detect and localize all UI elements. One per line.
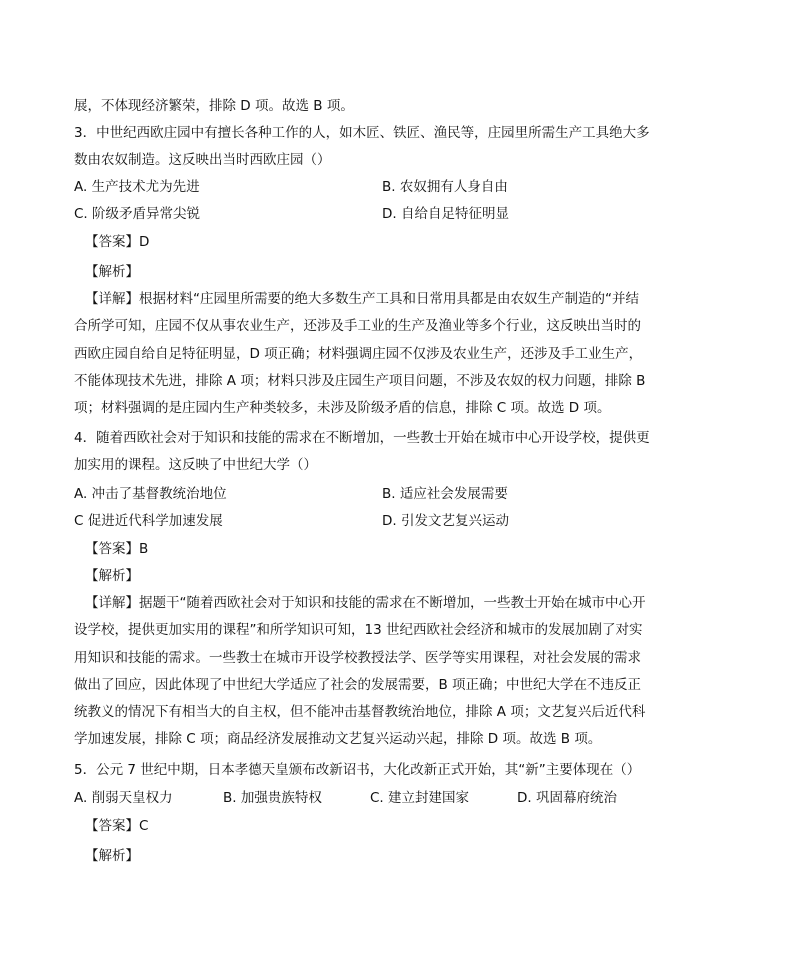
question-3-explanation-line-1: 【详解】根据材料“庄园里所需要的绝大多数生产工具和日常用具都是由农奴生产制造的“并结: [85, 291, 639, 307]
question-3-option-a: A. 生产技术尤为先进: [74, 179, 200, 195]
question-5-option-b: B. 加强贵族特权: [223, 790, 322, 806]
question-5-option-a: A. 削弱天皇权力: [74, 790, 173, 806]
question-3-analysis-heading: 【解析】: [85, 264, 139, 280]
question-4-analysis-heading: 【解析】: [85, 568, 139, 584]
question-5-option-c: C. 建立封建国家: [370, 790, 470, 806]
question-4-stem-line-1: 4．随着西欧社会对于知识和技能的需求在不断增加，一些教士开始在城市中心开设学校，提供更: [74, 430, 650, 446]
question-5-option-d: D. 巩固幕府统治: [517, 790, 617, 806]
question-3-explanation-line-3: 西欧庄园自给自足特征明显，D 项正确；材料强调庄园不仅涉及农业生产，还涉及手工业生产，: [74, 346, 643, 362]
question-4-explanation-line-2: 设学校，提供更加实用的课程”和所学知识可知，13 世纪西欧社会经济和城市的发展加剧了对实: [74, 622, 643, 638]
question-4-option-c: C 促进近代科学加速发展: [74, 513, 223, 529]
question-3-option-c: C. 阶级矛盾异常尖锐: [74, 206, 201, 222]
question-5-analysis-heading: 【解析】: [85, 848, 139, 864]
question-3-stem-line-1: 3．中世纪西欧庄园中有擅长各种工作的人，如木匠、铁匠、渔民等，庄园里所需生产工具绝大多: [74, 125, 650, 141]
question-3-explanation-line-2: 合所学可知，庄园不仅从事农业生产，还涉及手工业的生产及渔业等多个行业，这反映出当时的: [74, 318, 641, 334]
question-3-stem-line-2: 数由农奴制造。这反映出当时西欧庄园（）: [74, 152, 331, 168]
question-4-option-d: D. 引发文艺复兴运动: [382, 513, 509, 529]
question-4-stem-line-2: 加实用的课程。这反映了中世纪大学（）: [74, 457, 317, 473]
question-4-answer: 【答案】B: [85, 541, 149, 557]
question-3-option-b: B. 农奴拥有人身自由: [382, 179, 508, 195]
question-4-explanation-line-3: 用知识和技能的需求。一些教士在城市开设学校教授法学、医学等实用课程，对社会发展的需求: [74, 650, 641, 666]
question-4-explanation-line-1: 【详解】据题干“随着西欧社会对于知识和技能的需求在不断增加，一些教士开始在城市中心开: [85, 595, 646, 611]
question-3-explanation-line-4: 不能体现技术先进，排除 A 项；材料只涉及庄园生产项目问题，不涉及农奴的权力问题，排除 B: [74, 373, 646, 389]
question-4-option-a: A. 冲击了基督教统治地位: [74, 486, 227, 502]
question-5-stem-line-1: 5．公元 7 世纪中期，日本孝德天皇颁布改新诏书，大化改新正式开始，其“新”主要体现在（）: [74, 762, 641, 778]
question-4-option-b: B. 适应社会发展需要: [382, 486, 508, 502]
question-4-explanation-line-5: 统教义的情况下有相当大的自主权，但不能冲击基督教统治地位，排除 A 项；文艺复兴后近代科: [74, 704, 646, 720]
question-3-option-d: D. 自给自足特征明显: [382, 206, 509, 222]
question-4-explanation-line-6: 学加速发展，排除 C 项；商品经济发展推动文艺复兴运动兴起，排除 D 项。故选 B 项。: [74, 731, 602, 747]
question-3-explanation-line-5: 项；材料强调的是庄园内生产种类较多，未涉及阶级矛盾的信息，排除 C 项。故选 D 项。: [74, 400, 611, 416]
question-3-answer: 【答案】D: [85, 234, 150, 250]
text-line-prev-answer-end: 展，不体现经济繁荣，排除 D 项。故选 B 项。: [74, 98, 354, 114]
question-5-answer: 【答案】C: [85, 818, 149, 834]
question-4-explanation-line-4: 做出了回应，因此体现了中世纪大学适应了社会的发展需要，B 项正确；中世纪大学在不违反正: [74, 677, 642, 693]
